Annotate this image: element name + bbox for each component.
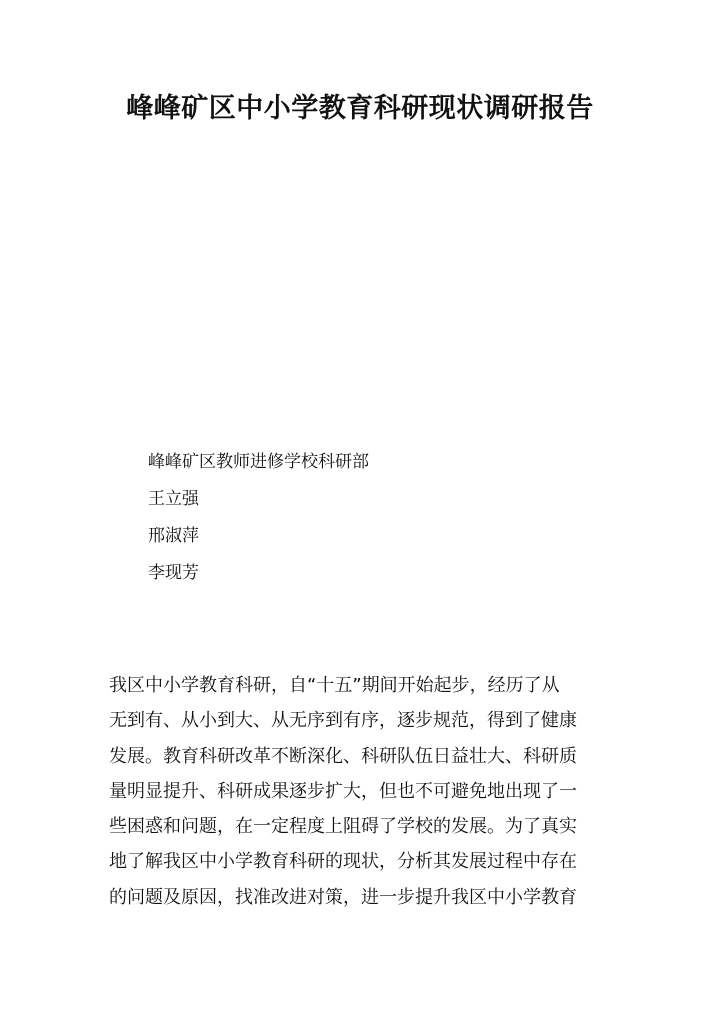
paragraph-line: 无到有、从小到大、从无序到有序，逐步规范，得到了健康 (109, 710, 577, 732)
paragraph-line: 的问题及原因，找准改进对策，进一步提升我区中小学教育 (109, 886, 577, 908)
author-affiliation: 峰峰矿区教师进修学校科研部 (148, 452, 369, 472)
body-paragraph (109, 668, 615, 915)
paragraph-line: 量明显提升、科研成果逐步扩大，但也不可避免地出现了一 (109, 780, 577, 802)
paragraph-line: 些困惑和问题，在一定程度上阻碍了学校的发展。为了真实 (109, 816, 577, 838)
paragraph-line: 发展。教育科研改革不断深化、科研队伍日益壮大、科研质 (109, 745, 577, 767)
document-title: 峰峰矿区中小学教育科研现状调研报告 (126, 93, 594, 124)
paragraph-line: 我区中小学教育科研，自“十五”期间开始起步，经历了从 (109, 675, 560, 696)
author-name: 邢淑萍 (148, 526, 199, 546)
author-block (148, 444, 369, 592)
paragraph-line: 地了解我区中小学教育科研的现状，分析其发展过程中存在 (109, 851, 577, 873)
author-name: 王立强 (148, 489, 199, 509)
author-name: 李现芳 (148, 563, 199, 583)
